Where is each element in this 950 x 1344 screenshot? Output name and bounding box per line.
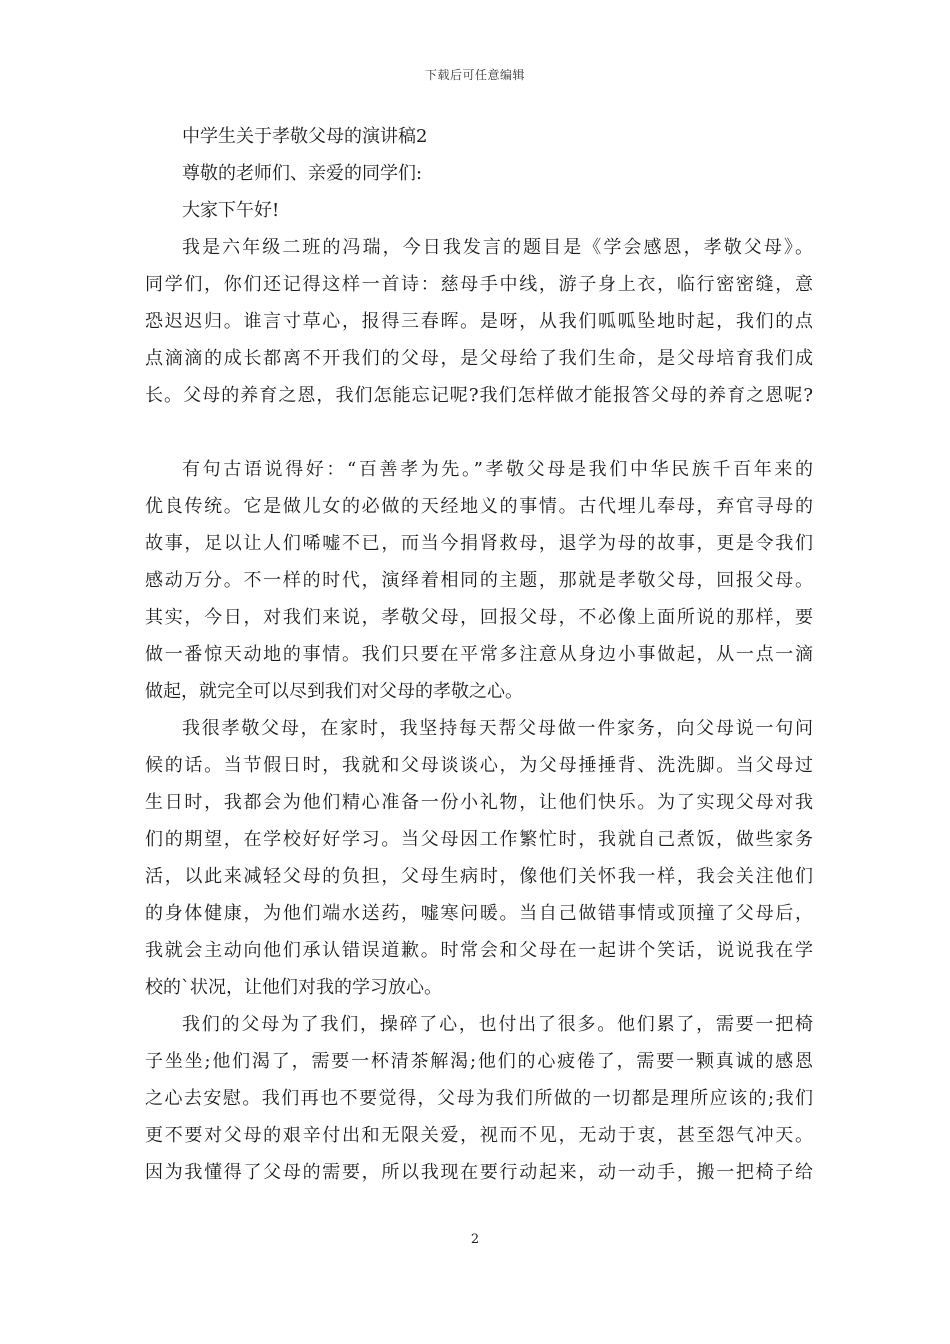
paragraph-line: 们的期望，在学校好好学习。当父母因工作繁忙时，我就自己煮饭，做些家务 xyxy=(145,829,813,850)
paragraph-line: 做一番惊天动地的事情。我们只要在平常多注意从身边小事做起，从一点一滴 xyxy=(145,644,813,665)
salutation: 尊敬的老师们、亲爱的同学们: xyxy=(182,163,423,184)
paragraph-line: 其实，今日，对我们来说，孝敬父母，回报父母，不必像上面所说的那样，要 xyxy=(145,607,813,628)
paragraph-line: 故事，足以让人们唏嘘不已，而当今捐肾救母，退学为母的故事，更是令我们 xyxy=(145,533,813,554)
paragraph-line: 做起，就完全可以尽到我们对父母的孝敬之心。 xyxy=(145,681,523,702)
paragraph-line: 我很孝敬父母，在家时，我坚持每天帮父母做一件家务，向父母说一句问 xyxy=(182,718,813,739)
page-number: 2 xyxy=(470,1232,480,1247)
paragraph-line: 感动万分。不一样的时代，演绎着相同的主题，那就是孝敬父母，回报父母。 xyxy=(145,570,813,591)
paragraph-line: 之心去安慰。我们再也不要觉得，父母为我们所做的一切都是理所应该的;我们 xyxy=(145,1088,813,1109)
paragraph-line: 恐迟迟归。谁言寸草心，报得三春晖。是呀，从我们呱呱坠地时起，我们的点 xyxy=(145,311,813,332)
paragraph-line: 我是六年级二班的冯瑞，今日我发言的题目是《学会感恩，孝敬父母》。 xyxy=(182,237,813,258)
greeting: 大家下午好! xyxy=(182,200,280,221)
paragraph-line: 我就会主动向他们承认错误道歉。时常会和父母在一起讲个笑话，说说我在学 xyxy=(145,940,813,961)
paragraph-gap xyxy=(145,414,813,451)
paragraph-line: 优良传统。它是做儿女的必做的天经地义的事情。古代埋儿奉母，弃官寻母的 xyxy=(145,496,813,517)
document-title: 中学生关于孝敬父母的演讲稿2 xyxy=(182,126,428,147)
paragraph-line: 生日时，我都会为他们精心准备一份小礼物，让他们快乐。为了实现父母对我 xyxy=(145,792,813,813)
paragraph-line: 活，以此来减轻父母的负担，父母生病时，像他们关怀我一样，我会关注他们 xyxy=(145,866,813,887)
paragraph-line: 有句古语说得好：“百善孝为先。”孝敬父母是我们中华民族千百年来的 xyxy=(182,459,813,480)
paragraph-line: 校的`状况，让他们对我的学习放心。 xyxy=(145,977,442,998)
paragraph-line: 的身体健康，为他们端水送药，嘘寒问暖。当自己做错事情或顶撞了父母后， xyxy=(145,903,813,924)
paragraph-line: 我们的父母为了我们，操碎了心，也付出了很多。他们累了，需要一把椅 xyxy=(182,1014,813,1035)
paragraph-line: 同学们，你们还记得这样一首诗：慈母手中线，游子身上衣，临行密密缝，意 xyxy=(145,274,813,295)
paragraph-line: 因为我懂得了父母的需要，所以我现在要行动起来，动一动手，搬一把椅子给 xyxy=(145,1162,813,1183)
document-body xyxy=(145,118,813,1191)
paragraph-line: 子坐坐;他们渴了，需要一杯清茶解渴;他们的心疲倦了，需要一颗真诚的感恩 xyxy=(145,1051,813,1072)
paragraph-line: 更不要对父母的艰辛付出和无限关爱，视而不见，无动于衷，甚至怨气冲天。 xyxy=(145,1125,813,1146)
header-note: 下载后可任意编辑 xyxy=(424,68,525,82)
paragraph-line: 点滴滴的成长都离不开我们的父母，是父母给了我们生命，是父母培育我们成 xyxy=(145,348,813,369)
paragraph-line: 长。父母的养育之恩，我们怎能忘记呢?我们怎样做才能报答父母的养育之恩呢? xyxy=(145,385,813,406)
paragraph-line: 候的话。当节假日时，我就和父母谈谈心，为父母捶捶背、洗洗脚。当父母过 xyxy=(145,755,813,776)
